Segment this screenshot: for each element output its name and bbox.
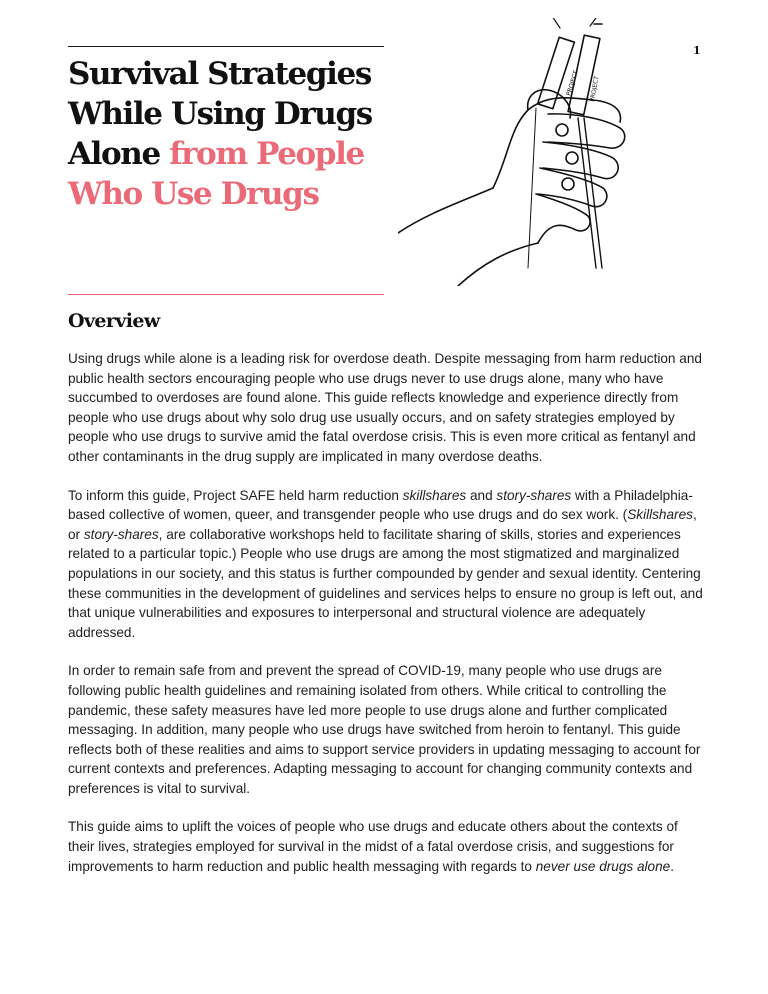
paragraph-4 — [68, 817, 708, 876]
arm-outline — [398, 188, 493, 233]
p4-text-a: This guide aims to uplift the voices of people who use drugs and educate others about the contexts of their lives, strategies employed for survival in the midst of a fatal overdose crisis, and suggestions for improvements to harm reduction and public health messaging with regards to — [68, 819, 678, 874]
overview-heading: Overview — [68, 310, 160, 332]
p2-text-a: To inform this guide, Project SAFE held harm reduction — [68, 487, 403, 503]
paragraph-3: In order to remain safe from and prevent the spread of COVID-19, many people who use drugs are following public health guidelines and remaining isolated from others. While critical to controlling the pandemic, these safety measures have led more people to use drugs alone and further complicated messaging. In addition, many people who use drugs have switched from heroin to fentanyl. This guide reflects both of these realities and aims to support service providers in updating messaging to account for current contexts and preferences. Adapting messaging to account for changing community contexts and preferences is vital to survival. — [68, 663, 701, 796]
p2-em-story-shares: story-shares — [496, 487, 572, 503]
paragraph-1: Using drugs while alone is a leading risk for overdose death. Despite messaging from harm reduction and public health sectors encouraging people who use drugs never to use drugs alone, many who have succumbed to overdoses are found alone. This guide reflects knowledge and experience directly from people who use drugs about why solo drug use usually occurs, and on safety strategies employed by people who use drugs to survive amid the fatal overdose crisis. This is even more critical as fentanyl and other contaminants in the drug supply are implicated in many overdose deaths. — [68, 351, 702, 464]
overview-body — [68, 349, 708, 895]
p2-text-g: , or — [68, 507, 697, 542]
ring-2 — [566, 152, 578, 164]
paragraph-2 — [68, 486, 708, 643]
ring-1 — [556, 124, 568, 136]
p4-em-never-use-alone: never use drugs alone — [535, 858, 671, 874]
page-number: 1 — [693, 44, 701, 57]
page-title — [68, 54, 398, 214]
syringe-label-1: PROJECT — [565, 69, 580, 97]
ring-3 — [562, 178, 574, 190]
top-rule — [68, 46, 384, 47]
p2-text-i: , are collaborative workshops held to facilitate sharing of skills, stories and experiences related to a particular topic.) People who use drugs are among the most stigmatized and marginalized populations in our society, and this status is further compounded by gender and sexual identity. Centering these communities in the development of guidelines and services helps to ensure no group is left out, and that unique vulnerabilities and exposures to interpersonal and structural violence are adequately addressed. — [68, 526, 703, 640]
hand-holding-syringes-illustration — [398, 18, 698, 286]
p4-text-c: . — [670, 858, 675, 874]
p2-text-e: with a Philadelphia-based collective of women, queer, and transgender people who use drugs and do sex work. ( — [68, 487, 693, 523]
finger-4 — [536, 194, 590, 243]
p2-em-story-shares-2: story-shares — [83, 526, 159, 542]
arm-outline-lower — [458, 243, 538, 286]
section-divider — [68, 294, 384, 295]
p2-em-skillshares-2: Skillshares — [627, 507, 693, 523]
p2-em-skillshares: skillshares — [402, 487, 467, 503]
title-main: Survival Strategies While Using Drugs Alone — [68, 56, 372, 172]
syringe-label-2: PROJECT — [589, 75, 601, 103]
p2-text-c: and — [466, 487, 497, 503]
title-accent: from People Who Use Drugs — [68, 136, 364, 212]
